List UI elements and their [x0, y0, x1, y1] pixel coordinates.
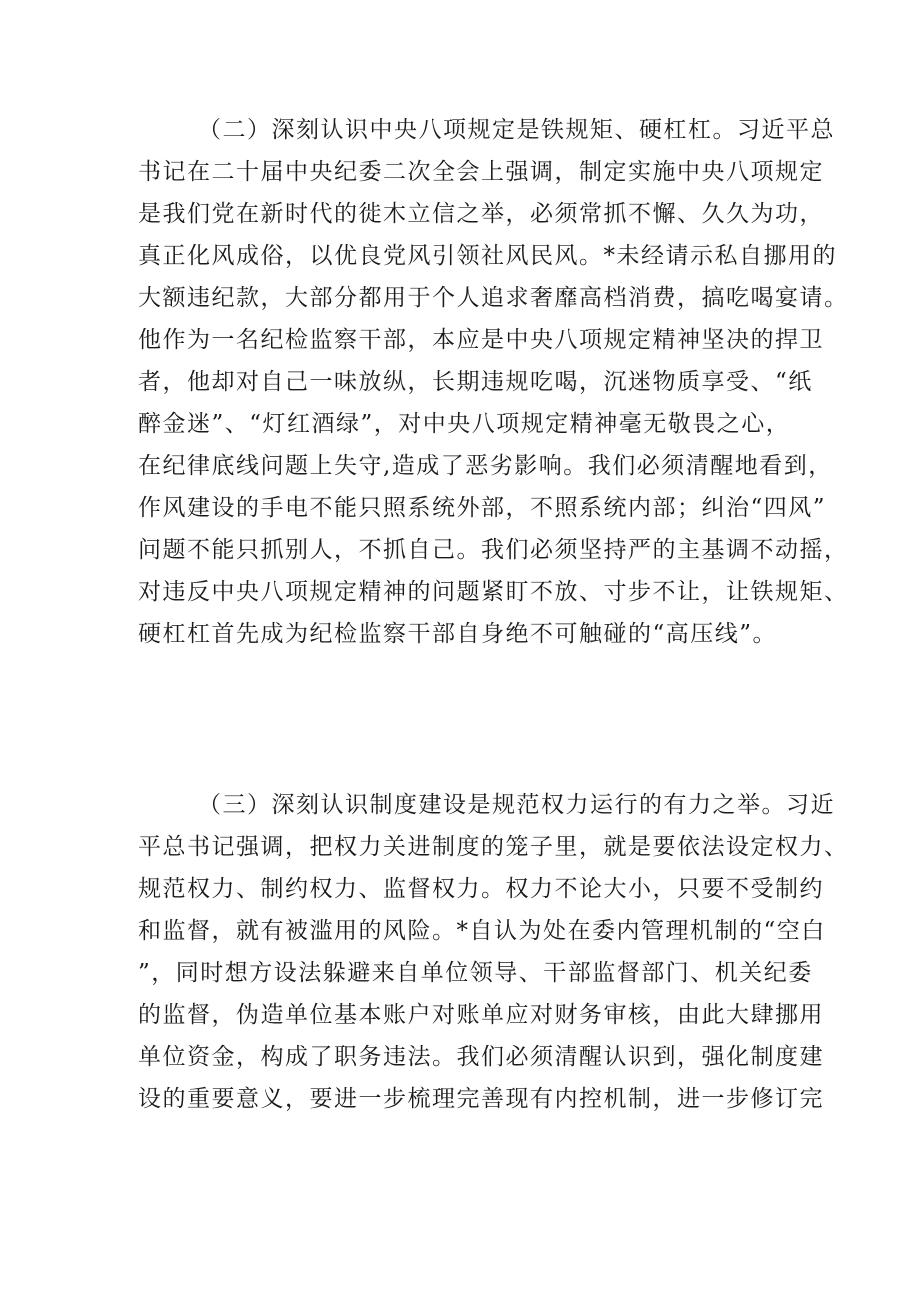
text-line: 书记在二十届中央纪委二次全会上强调，制定实施中央八项规定	[138, 159, 824, 185]
text-line: ”，同时想方设法躲避来自单位领导、干部监督部门、机关纪委	[138, 960, 813, 986]
text-line: 对违反中央八项规定精神的问题紧盯不放、寸步不让，让铁规矩、	[138, 579, 849, 605]
text-line: 设的重要意义，要进一步梳理完善现有内控机制，进一步修订完	[138, 1086, 824, 1112]
text-line: 醉金迷”、“灯红酒绿”，对中央八项规定精神毫无敬畏之心，	[138, 411, 791, 437]
text-line: 硬杠杠首先成为纪检监察干部自身绝不可触碰的“高压线”。	[138, 621, 778, 647]
text-line: 和监督，就有被滥用的风险。*自认为处在委内管理机制的“空白	[138, 918, 826, 944]
text-line: 者，他却对自己一味放纵，长期违规吃喝，沉迷物质享受、“纸	[138, 369, 813, 395]
text-line: （二）深刻认识中央八项规定是铁规矩、硬杠杠。习近平总	[198, 117, 835, 143]
text-line: （三）深刻认识制度建设是规范权力运行的有力之举。习近	[198, 792, 835, 818]
text-line: 作风建设的手电不能只照系统外部，不照系统内部；纠治“四风”	[138, 495, 827, 521]
text-line: 单位资金，构成了职务违法。我们必须清醒认识到，强化制度建	[138, 1044, 824, 1070]
text-line: 规范权力、制约权力、监督权力。权力不论大小，只要不受制约	[138, 876, 824, 902]
text-line: 问题不能只抓别人，不抓自己。我们必须坚持严的主基调不动摇，	[138, 537, 849, 563]
text-line: 在纪律底线问题上失守,造成了恶劣影响。我们必须清醒地看到，	[138, 453, 833, 479]
text-line: 是我们党在新时代的徙木立信之举，必须常抓不懈、久久为功，	[138, 201, 824, 227]
paragraph-section-2	[138, 109, 849, 655]
text-line: 平总书记强调，把权力关进制度的笼子里，就是要依法设定权力、	[138, 834, 849, 860]
text-line: 大额违纪款，大部分都用于个人追求奢靡高档消费，搞吃喝宴请。	[138, 285, 849, 311]
text-line: 真正化风成俗，以优良党风引领社风民风。*未经请示私自挪用的	[138, 243, 837, 269]
paragraph-section-3	[138, 784, 849, 1120]
text-line: 的监督，伪造单位基本账户对账单应对财务审核，由此大肆挪用	[138, 1002, 824, 1028]
text-line: 他作为一名纪检监察干部，本应是中央八项规定精神坚决的捍卫	[138, 327, 824, 353]
